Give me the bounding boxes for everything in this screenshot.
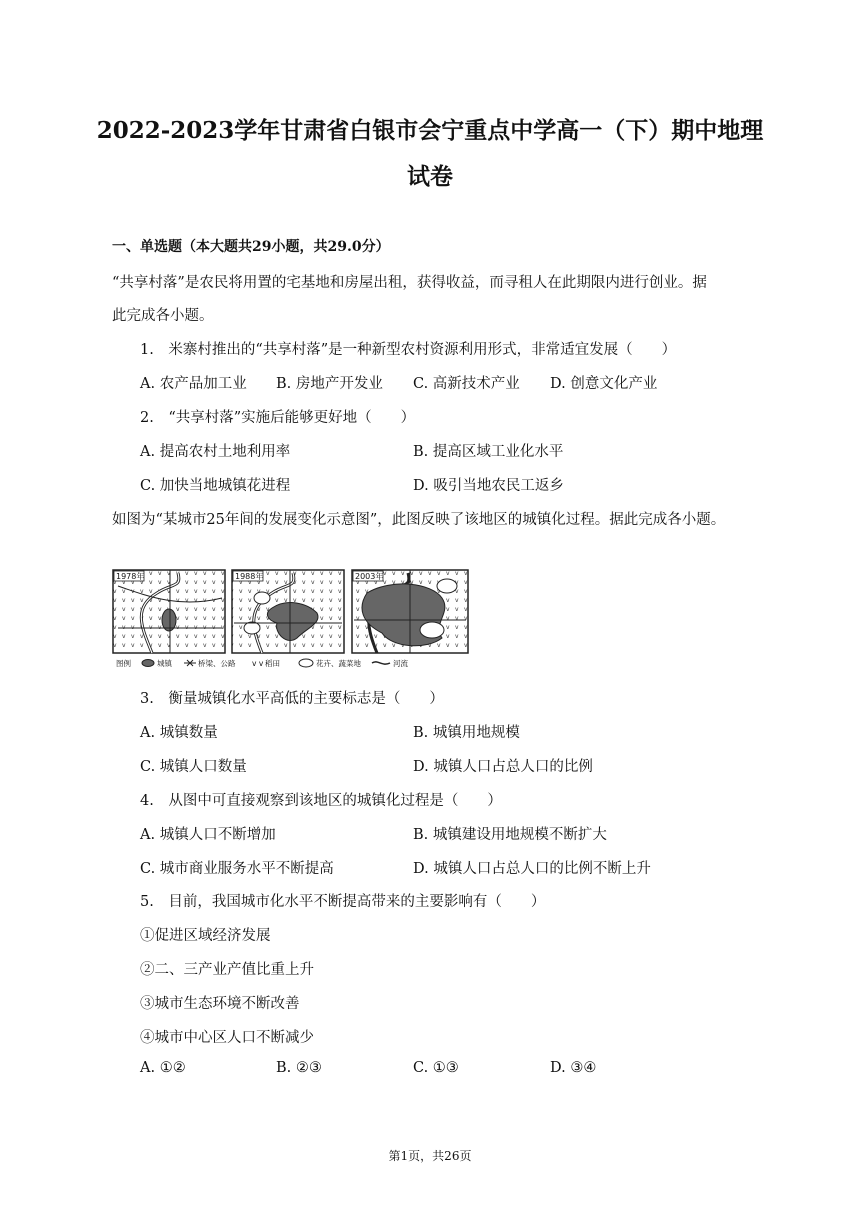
document-title-line1: 2022-2023学年甘肃省白银市会宁重点中学高一（下）期中地理 — [96, 117, 764, 144]
q5-option-d: D. ③④ — [550, 1060, 597, 1076]
q3-option-c: C. 城镇人口数量 — [140, 759, 247, 775]
legend-flower-swatch — [299, 659, 313, 667]
panel-label-2003: 2003年 — [355, 572, 384, 581]
q2-option-c: C. 加快当地城镇花进程 — [140, 478, 291, 494]
q3-option-a: A. 城镇数量 — [140, 725, 218, 741]
q1-option-c: C. 高新技术产业 — [413, 376, 520, 392]
legend-town-swatch — [142, 660, 154, 667]
panel-label-1978: 1978年 — [116, 572, 145, 581]
q2-option-b: B. 提高区域工业化水平 — [413, 444, 564, 460]
q5-statement-2: ②二、三产业产值比重上升 — [140, 962, 314, 978]
q3-stem: 3. 衡量城镇化水平高低的主要标志是（ ） — [140, 691, 444, 707]
q1-option-a: A. 农产品加工业 — [140, 376, 247, 392]
intro2: 如图为“某城市25年间的发展变化示意图”，此图反映了该地区的城镇化过程。据此完成各小题。 — [112, 512, 726, 528]
legend-rice-swatch: v v — [252, 659, 264, 668]
legend-river-swatch — [372, 662, 390, 664]
map-panel-1978 — [113, 570, 225, 653]
legend-river: 河流 — [393, 659, 408, 668]
legend-rice: 稻田 — [265, 659, 280, 668]
intro1-line2: 此完成各小题。 — [112, 308, 214, 324]
panel-label-1988: 1988年 — [235, 572, 264, 581]
legend-town: 城镇 — [157, 659, 172, 668]
map-panel-1988 — [232, 570, 344, 653]
q5-statement-1: ①促进区域经济发展 — [140, 928, 271, 944]
legend-flower: 花卉、蔬菜地 — [316, 659, 361, 668]
q2-option-a: A. 提高农村土地利用率 — [140, 444, 291, 460]
q3-option-d: D. 城镇人口占总人口的比例 — [413, 759, 593, 775]
q1-option-b: B. 房地产开发业 — [276, 376, 383, 392]
q1-option-d: D. 创意文化产业 — [550, 376, 658, 392]
q1-stem: 1. 米寨村推出的“共享村落”是一种新型农村资源利用形式，非常适宜发展（ ） — [140, 342, 677, 358]
legend-title: 图例 — [116, 659, 131, 668]
q5-statement-4: ④城市中心区人口不断减少 — [140, 1030, 314, 1046]
legend-road-swatch — [184, 660, 196, 666]
q5-option-b: B. ②③ — [276, 1060, 322, 1076]
q2-option-d: D. 吸引当地农民工返乡 — [413, 478, 564, 494]
q2-stem: 2. “共享村落”实施后能够更好地（ ） — [140, 410, 416, 426]
q5-statement-3: ③城市生态环境不断改善 — [140, 996, 300, 1012]
section-heading: 一、单选题（本大题共29小题，共29.0分） — [112, 239, 390, 255]
q4-option-b: B. 城镇建设用地规模不断扩大 — [413, 827, 607, 843]
q4-option-a: A. 城镇人口不断增加 — [140, 827, 276, 843]
city-development-figure — [112, 568, 470, 670]
figure-legend — [116, 658, 408, 668]
legend-road: 桥梁、公路 — [198, 659, 236, 668]
q3-option-b: B. 城镇用地规模 — [413, 725, 520, 741]
document-title-line2: 试卷 — [407, 163, 453, 190]
page-footer: 第1页，共26页 — [388, 1149, 472, 1163]
q4-stem: 4. 从图中可直接观察到该地区的城镇化过程是（ ） — [140, 793, 502, 809]
intro1-line1: “共享村落”是农民将用置的宅基地和房屋出租，获得收益，而寻租人在此期限内进行创业。据 — [112, 275, 707, 291]
q5-option-a: A. ①② — [140, 1060, 186, 1076]
q5-stem: 5. 目前，我国城市化水平不断提高带来的主要影响有（ ） — [140, 894, 546, 910]
q5-option-c: C. ①③ — [413, 1060, 459, 1076]
q4-option-d: D. 城镇人口占总人口的比例不断上升 — [413, 861, 651, 877]
q4-option-c: C. 城市商业服务水平不断提高 — [140, 861, 334, 877]
map-panel-2003 — [352, 570, 468, 653]
